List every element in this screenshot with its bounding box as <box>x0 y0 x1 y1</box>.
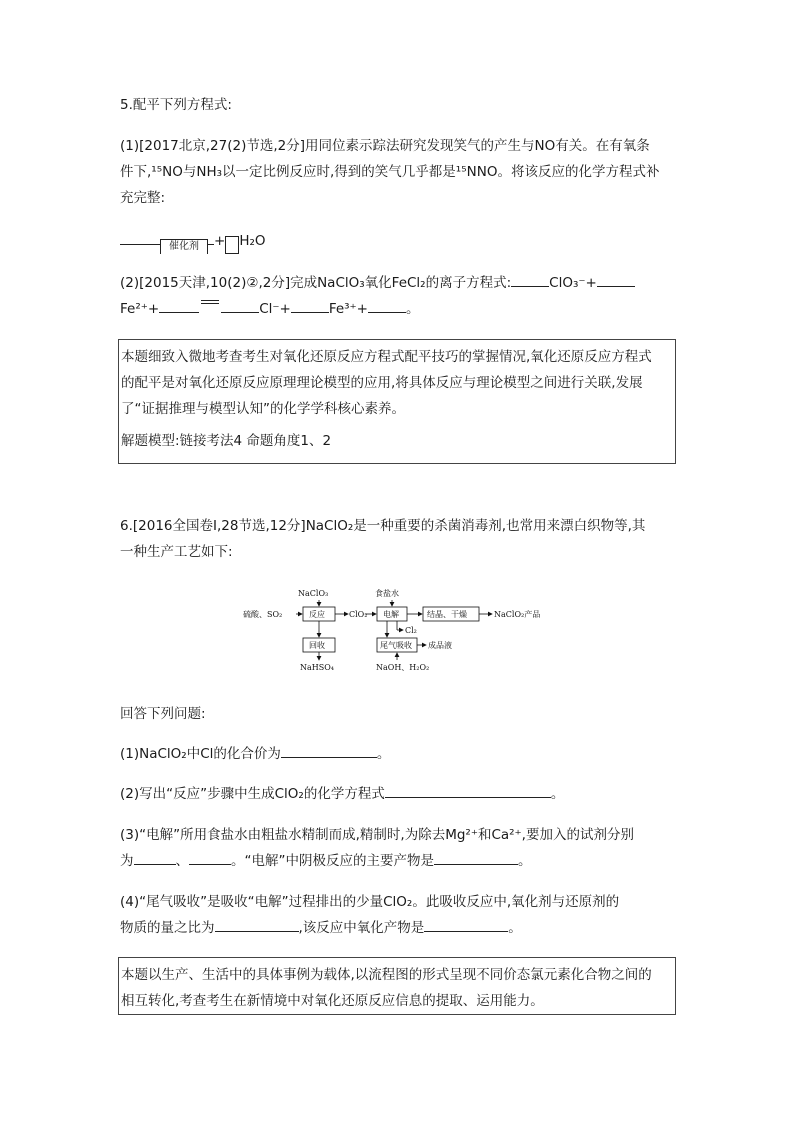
label-naclo3: NaClO₃ <box>298 589 329 598</box>
q6-sub1-text: (1)NaClO₂中Cl的化合价为 <box>120 746 281 762</box>
q5-equation-1: 催化剂 + H₂O <box>120 228 676 254</box>
q6-sub1 <box>120 741 676 767</box>
fe2-ion: Fe²⁺+ <box>120 301 160 317</box>
chlorate-ion: ClO₃⁻+ <box>549 275 597 291</box>
label-cryst: 结晶、干燥 <box>427 610 467 619</box>
label-tail: 尾气吸收 <box>380 641 412 650</box>
answer-blank[interactable] <box>434 850 518 865</box>
period: 。 <box>376 746 391 762</box>
label-react: 反应 <box>309 610 325 619</box>
answer-blank[interactable] <box>221 298 259 313</box>
q6-sub4-line1: (4)“尾气吸收”是吸收“电解”过程排出的少量ClO₂。此吸收反应中,氧化剂与还原剂的 <box>120 894 620 910</box>
q5-part2-line2 <box>120 296 676 322</box>
process-flowchart <box>240 584 560 680</box>
q6-sub3-line2 <box>120 848 676 874</box>
q6-box-line2: 相互转化,考查考生在新情境中对氧化还原反应信息的提取、运用能力。 <box>121 993 544 1009</box>
label-naoh: NaOH、H₂O₂ <box>376 663 430 672</box>
answer-blank[interactable] <box>134 850 176 865</box>
answer-blank[interactable] <box>597 272 635 287</box>
answer-blank[interactable] <box>120 230 160 245</box>
chloride-ion: Cl⁻+ <box>259 301 291 317</box>
water-formula: H₂O <box>239 233 266 249</box>
q6-sub2 <box>120 781 676 807</box>
period: 。 <box>550 786 565 802</box>
q6-analysis-box <box>118 957 676 1015</box>
answer-blank[interactable] <box>159 298 199 313</box>
label-nahso4: NaHSO₄ <box>300 663 334 672</box>
label-product: NaClO₂产品 <box>494 610 541 619</box>
q5-part1-line1: (1)[2017北京,27(2)节选,2分]用同位素示踪法研究发现笑气的产生与NO有关。在有氧条 <box>120 138 650 154</box>
q5-box-line3: 了“证据推理与模型认知”的化学学科核心素养。 <box>121 401 405 417</box>
label-brine: 食盐水 <box>375 589 399 598</box>
answer-box[interactable] <box>225 236 239 254</box>
answer-blank[interactable] <box>511 272 549 287</box>
q6-sub4-text-b: ,该反应中氧化产物是 <box>298 920 425 936</box>
q5-box-line2: 的配平是对氧化还原反应原理理论模型的应用,将具体反应与理论模型之间进行关联,发展 <box>121 375 643 391</box>
answer-blank[interactable] <box>424 917 508 932</box>
q5-box-line1: 本题细致入微地考查考生对氧化还原反应方程式配平技巧的掌握情况,氧化还原反应方程式 <box>121 349 652 365</box>
answer-blank[interactable] <box>215 917 299 932</box>
label-finished: 成品液 <box>428 641 452 650</box>
q6-intro-line1: 6.[2016全国卷Ⅰ,28节选,12分]NaClO₂是一种重要的杀菌消毒剂,也常用来漂白织物等,其 <box>120 518 646 534</box>
label-electro: 电解 <box>383 610 399 619</box>
label-recover: 回收 <box>309 641 325 650</box>
answer-blank[interactable] <box>385 783 551 798</box>
label-clo2: ClO₂ <box>349 610 368 619</box>
period: 。 <box>508 920 522 936</box>
q5-part2-line1 <box>120 270 676 296</box>
q6-sub3-text-b: 。“电解”中阴极反应的主要产物是 <box>231 853 434 869</box>
q6-sub4-line2 <box>120 915 676 941</box>
equals-sign <box>199 299 221 313</box>
q6-sub3-text-a: 为 <box>120 853 134 869</box>
q6-intro-line2: 一种生产工艺如下: <box>120 544 233 560</box>
q6-box-line1: 本题以生产、生活中的具体事例为载体,以流程图的形式呈现不同价态氯元素化合物之间的 <box>121 967 652 983</box>
period: 。 <box>518 853 532 869</box>
catalyst-condition: 催化剂 <box>160 239 208 254</box>
q6-answer-heading: 回答下列问题: <box>120 706 206 722</box>
answer-blank[interactable] <box>189 850 231 865</box>
label-acid: 硫酸、SO₂ <box>243 610 283 619</box>
q5-part1-line2: 件下,¹⁵NO与NH₃以一定比例反应时,得到的笑气几乎都是¹⁵NNO。将该反应的化学方程式补 <box>120 164 660 180</box>
q5-analysis-box <box>118 339 676 464</box>
q5-part1-line3: 充完整: <box>120 190 166 206</box>
q6-sub4-text-a: 物质的量之比为 <box>120 920 215 936</box>
fe3-ion: Fe³⁺+ <box>328 301 368 317</box>
q5-title: 5.配平下列方程式: <box>120 97 232 113</box>
q6-sub3-line1: (3)“电解”所用食盐水由粗盐水精制而成,精制时,为除去Mg²⁺和Ca²⁺,要加入的试剂分别 <box>120 827 634 843</box>
answer-blank[interactable] <box>368 298 406 313</box>
answer-blank[interactable] <box>281 743 377 758</box>
answer-blank[interactable] <box>208 230 214 245</box>
q5-part2-text: (2)[2015天津,10(2)②,2分]完成NaClO₃氧化FeCl₂的离子方程式: <box>120 275 512 291</box>
q5-box-line4: 解题模型:链接考法4 命题角度1、2 <box>121 433 332 449</box>
period: 。 <box>406 301 420 317</box>
separator: 、 <box>175 853 189 869</box>
answer-blank[interactable] <box>291 298 329 313</box>
q6-sub2-text: (2)写出“反应”步骤中生成ClO₂的化学方程式 <box>120 786 385 802</box>
label-cl2: Cl₂ <box>405 626 417 635</box>
